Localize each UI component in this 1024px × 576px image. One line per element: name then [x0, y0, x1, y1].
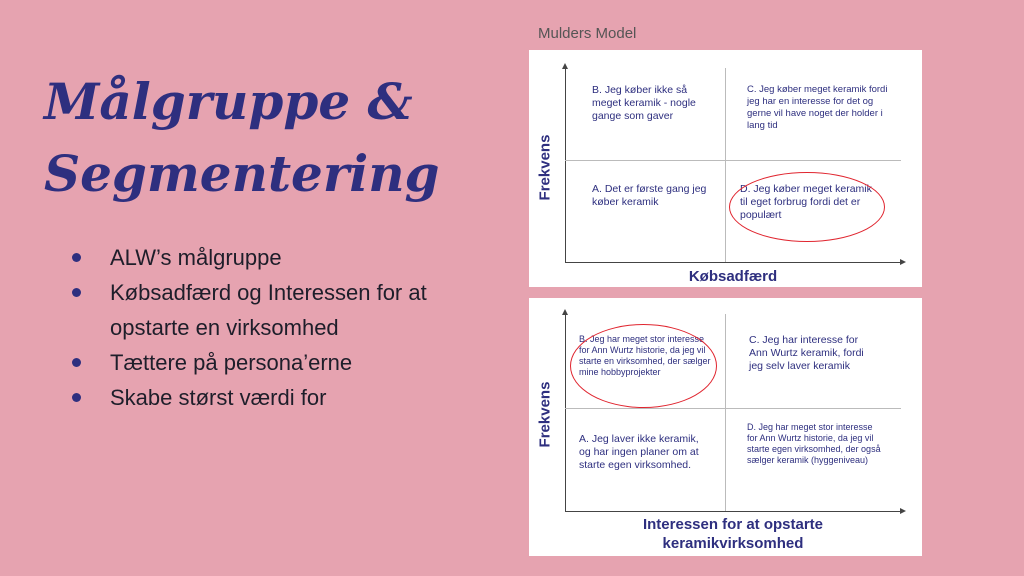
slide-title — [44, 66, 514, 210]
highlight-circle — [570, 324, 717, 408]
y-axis — [565, 314, 566, 511]
quadrant-divider-horizontal — [565, 160, 901, 161]
y-axis-arrow-icon — [562, 309, 568, 315]
quadrant-divider-horizontal — [565, 408, 901, 409]
title-line-1: Målgruppe & — [44, 72, 413, 131]
diagram-card-1 — [529, 50, 922, 287]
quadrant-a: A. Det er første gang jeg køber keramik — [592, 183, 707, 208]
x-axis-label-line-2: keramikvirksomhed — [662, 535, 804, 552]
quadrant-d: D. Jeg køber meget keramik til eget forbrug fordi det er populært — [740, 183, 872, 221]
x-axis-arrow-icon — [900, 259, 906, 265]
quadrant-b: B. Jeg har meget stor interesse for Ann Wurtz historie, da jeg vil starte en virksomhed, der sælger mine hobbyprojekter — [579, 334, 711, 377]
x-axis-label — [565, 515, 901, 553]
quadrant-a: A. Jeg laver ikke keramik, og har ingen planer om at starte egen virksomhed. — [579, 433, 699, 471]
quadrant-d: D. Jeg har meget stor interesse for Ann Wurtz historie, da jeg vil starte egen virksomhed, der også sælger keramik (hyggeniveau) — [747, 422, 881, 465]
quadrant-c: C. Jeg har interesse for Ann Wurtz keramik, fordi jeg selv laver keramik — [749, 334, 864, 372]
title-line-2: Segmentering — [44, 144, 440, 203]
y-axis-label: Frekvens — [536, 134, 554, 201]
quadrant-b: B. Jeg køber ikke så meget keramik - nogle gange som gaver — [592, 84, 696, 122]
y-axis-label: Frekvens — [536, 381, 554, 448]
y-axis — [565, 68, 566, 262]
highlight-circle — [729, 172, 885, 242]
quadrant-divider-vertical — [725, 68, 726, 262]
x-axis — [565, 511, 901, 512]
y-axis-arrow-icon — [562, 63, 568, 69]
model-label: Mulders Model — [538, 25, 637, 42]
x-axis-label: Købsadfærd — [688, 268, 778, 285]
bullet-item: Købsadfærd og Interessen for at opstarte en virksomhed — [70, 275, 470, 345]
x-axis — [565, 262, 901, 263]
bullet-list — [70, 240, 470, 415]
bullet-item: Tættere på persona’erne — [70, 345, 470, 380]
bullet-item: ALW’s målgruppe — [70, 240, 470, 275]
quadrant-c: C. Jeg køber meget keramik fordi jeg har en interesse for det og gerne vil have noget der holder i lang tid — [747, 84, 888, 131]
quadrant-divider-vertical — [725, 314, 726, 511]
diagram-card-2 — [529, 298, 922, 556]
x-axis-label-line-1: Interessen for at opstarte — [642, 516, 824, 533]
x-axis-arrow-icon — [900, 508, 906, 514]
bullet-item: Skabe størst værdi for — [70, 380, 470, 415]
